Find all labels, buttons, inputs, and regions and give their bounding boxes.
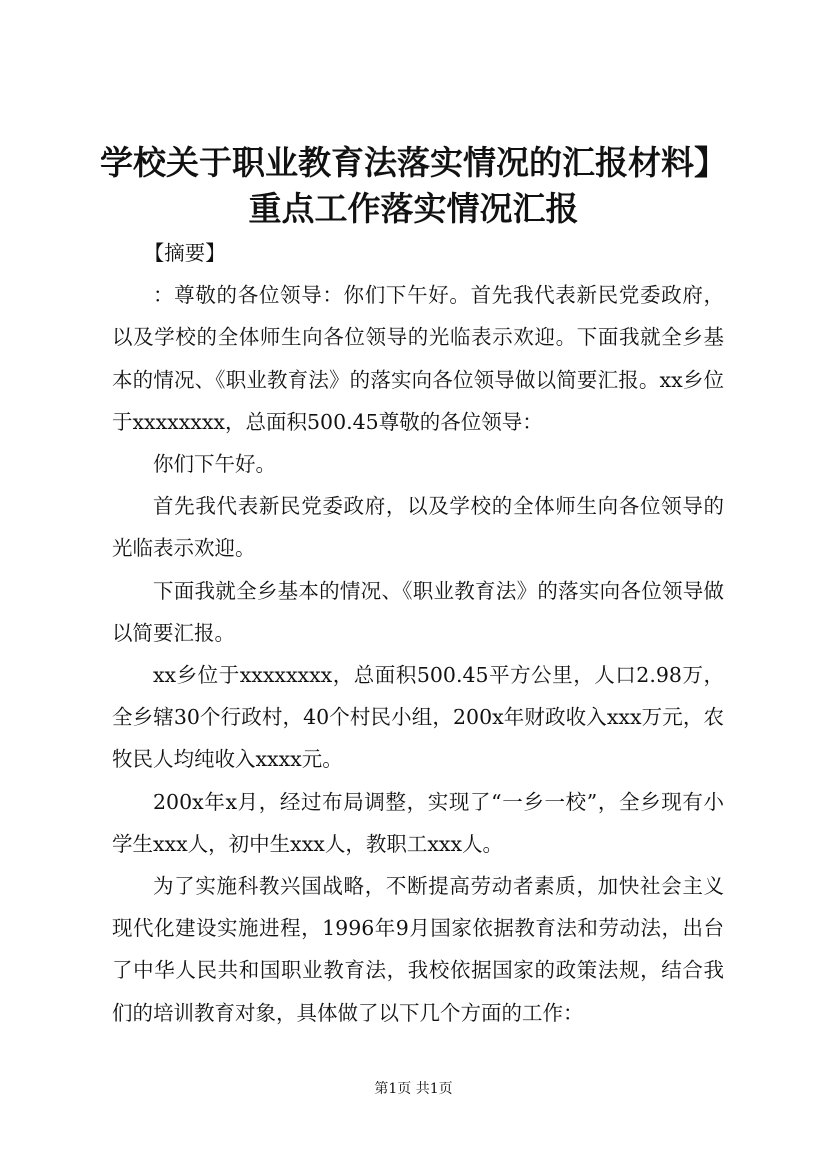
paragraph: ：尊敬的各位领导：你们下午好。首先我代表新民党委政府，以及学校的全体师生向各位领导的光临表示欢迎。下面我就全乡基本的情况、《职业教育法》的落实向各位领导做以简要汇报。xx乡位于xxxxxxxx，总面积500.45尊敬的各位领导： [112,283,724,434]
paragraph: 你们下午好。 [153,452,276,477]
paragraph: 为了实施科教兴国战略，不断提高劳动者素质，加快社会主义现代化建设实施进程，1996年9月国家依据教育法和劳动法，出台了中华人民共和国职业教育法，我校依据国家的政策法规，结合我们的培训教育对象，具体做了以下几个方面的工作： [112,874,724,1025]
paragraph: 首先我代表新民党委政府，以及学校的全体师生向各位领导的光临表示欢迎。 [112,494,724,561]
document-title: 学校关于职业教育法落实情况的汇报材料】重点工作落实情况汇报 [100,143,727,228]
page-footer: 第1页 共1页 [374,1081,453,1097]
paragraph: xx乡位于xxxxxxxx，总面积500.45平方公里，人口2.98万，全乡辖30个行政村，40个村民小组，200x年财政收入xxx万元，农牧民人均纯收入xxxx元。 [112,663,724,772]
abstract-heading: 【摘要】 [143,241,226,265]
paragraph: 下面我就全乡基本的情况、《职业教育法》的落实向各位领导做以简要汇报。 [112,578,724,645]
document-body [112,232,724,1034]
paragraph: 200x年x月，经过布局调整，实现了“一乡一校”，全乡现有小学生xxx人，初中生xxx人，教职工xxx人。 [112,789,724,856]
